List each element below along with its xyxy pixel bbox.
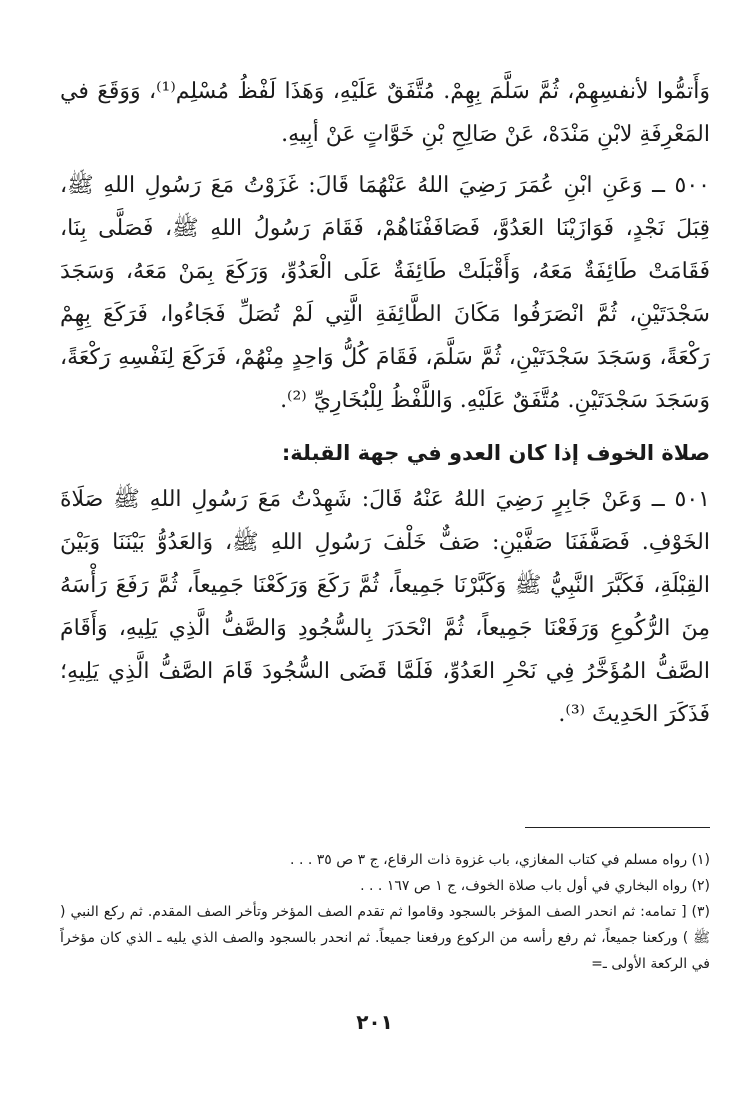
page-body — [60, 70, 710, 1070]
footnotes — [60, 847, 710, 977]
paragraph-hadith-501: ٥٠١ ــ وَعَنْ جَابِرٍ رَضِيَ اللهُ عَنْهُ قَالَ: شَهِدْتُ مَعَ رَسُولِ اللهِ ﷺ صَلَاةَ الخَوْفِ. فَصَفَّفَنَا صَفَّيْنِ: صَفٌّ خَلْفَ رَسُولِ اللهِ ﷺ، وَالعَدُوُّ بَيْنَنَا وَبَيْنَ القِبْلَةِ، فَكَبَّرَ النَّبِيُّ ﷺ وَكَبَّرْنَا جَمِيعاً، ثُمَّ رَكَعَ وَرَكَعْنَا جَمِيعاً، ثُمَّ رَفَعَ رَأْسَهُ مِنَ الرُّكُوعِ وَرَفَعْنَا جَمِيعاً، ثُمَّ انْحَدَرَ بِالسُّجُودِ وَالصَّفُّ الَّذِي يَلِيهِ، وَأَقَامَ الصَّفُّ المُؤَخَّرُ فِي نَحْرِ العَدُوِّ، فَلَمَّا قَضَى السُّجُودَ قَامَ الصَّفُّ الَّذِي يَلِيهِ؛ فَذَكَرَ الحَدِيثَ ⁽³⁾. — [60, 487, 710, 727]
paragraph-hadith-500: ٥٠٠ ــ وَعَنِ ابْنِ عُمَرَ رَضِيَ اللهُ عَنْهُمَا قَالَ: غَزَوْتُ مَعَ رَسُولِ اللهِ ﷺ، قِبَلَ نَجْدٍ، فَوَازَيْنَا العَدُوَّ، فَصَافَفْنَاهُمْ، فَقَامَ رَسُولُ اللهِ ﷺ، فَصَلَّى بِنَا، فَقَامَتْ طَائِفَةٌ مَعَهُ، وَأَقْبَلَتْ طَائِفَةٌ عَلَى الْعَدُوِّ، وَرَكَعَ بِمَنْ مَعَهُ، وَسَجَدَ سَجْدَتَيْنِ، ثُمَّ انْصَرَفُوا مَكَانَ الطَّائِفَةِ الَّتِي لَمْ تُصَلِّ فَجَاءُوا، فَرَكَعَ بِهِمْ رَكْعَةً، وَسَجَدَ سَجْدَتَيْنِ، ثُمَّ سَلَّمَ، فَقَامَ كُلُّ وَاحِدٍ مِنْهُمْ، فَرَكَعَ لِنَفْسِهِ رَكْعَةً، وَسَجَدَ سَجْدَتَيْنِ. مُتَّفَقٌ عَلَيْهِ. وَاللَّفْظُ لِلْبُخَارِيِّ ⁽²⁾. — [60, 173, 710, 413]
section-heading: صلاة الخوف إذا كان العدو في جهة القبلة: — [281, 441, 710, 465]
footnote-1: (١) رواه مسلم في كتاب المغازي، باب غزوة ذات الرقاع، ج ٣ ص ٣٥ . . . — [290, 852, 710, 868]
paragraph-continuation: وَأَتمُّوا لأنفسِهِمْ، ثُمَّ سَلَّمَ بِهِمْ. مُتَّفَقٌ عَلَيْهِ، وَهَذَا لَفْظُ مُسْلِم⁽¹⁾، وَوَقَعَ في المَعْرِفَةِ لابْنِ مَنْدَهْ، عَنْ صَالِحِ بْنِ خَوَّاتٍ عَنْ أبِيهِ. — [60, 79, 710, 147]
footnote-2: (٢) رواه البخاري في أول باب صلاة الخوف، ج ١ ص ١٦٧ . . . — [360, 878, 710, 894]
page-number: ٢٠١ — [356, 1010, 393, 1034]
footnote-3: (٣) [ تمامه: ثم انحدر الصف المؤخر بالسجود وقاموا ثم تقدم الصف المؤخر وتأخر الصف المقدم. ثم ركع النبي ( ﷺ ) وركعنا جميعاً، ثم رفع رأسه من الركوع ورفعنا جميعاً. ثم انحدر بالسجود والصف الذي يليه ـ الذي كان مؤخراً في الركعة الأولى ـ= — [60, 904, 710, 972]
footnote-divider — [525, 827, 710, 828]
